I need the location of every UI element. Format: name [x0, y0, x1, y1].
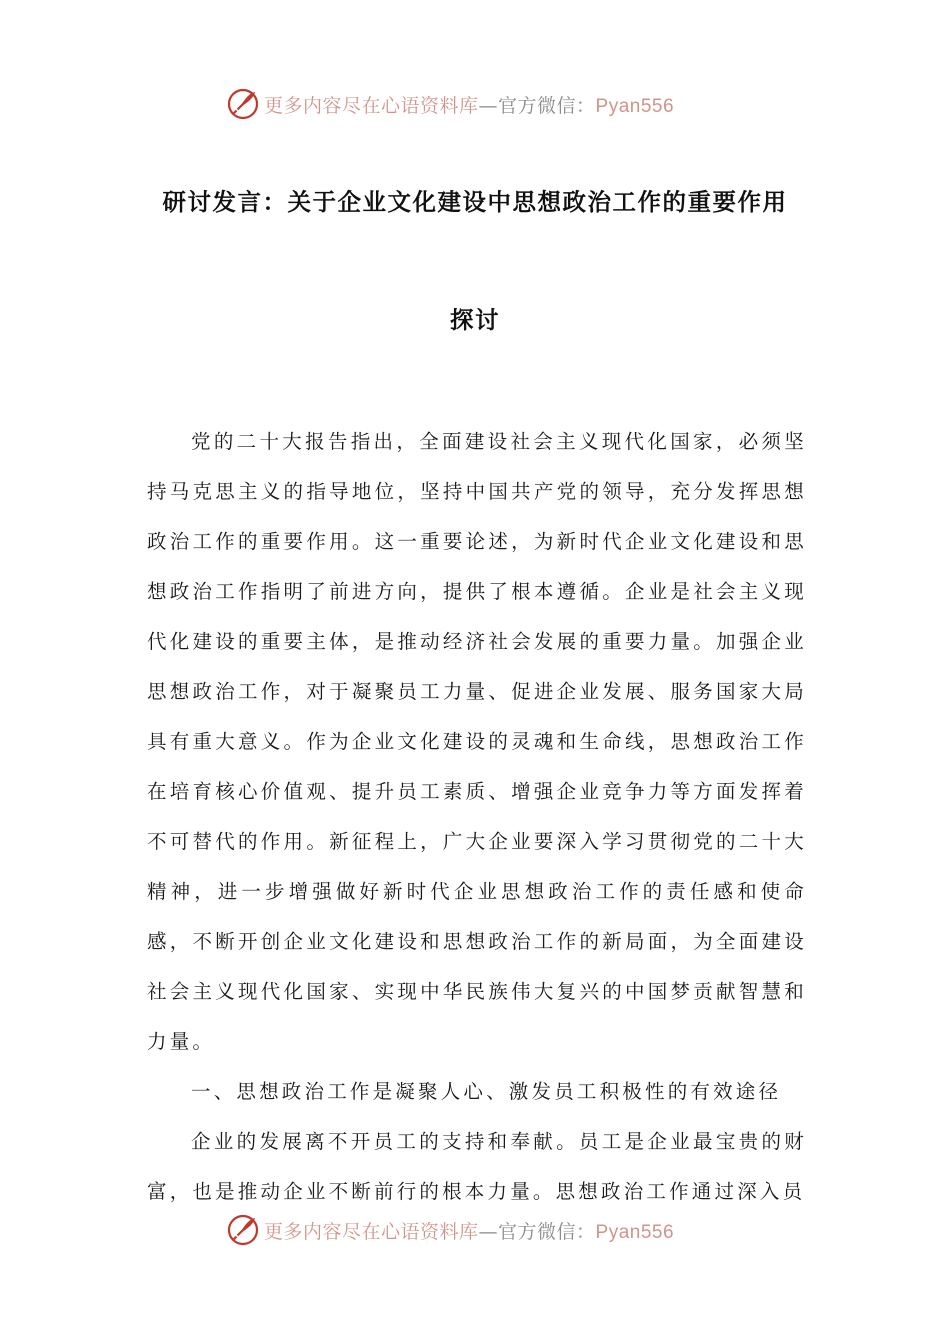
banner-wechat-label: 官方微信： — [498, 1220, 596, 1243]
paragraph-intro: 党的二十大报告指出，全面建设社会主义现代化国家，必须坚持马克思主义的指导地位，坚持中国共产党的领导，充分发挥思想政治工作的重要作用。这一重要论述，为新时代企业文化建设和思想政治工作指明了前进方向，提供了根本遵循。企业是社会主义现代化建设的重要主体，是推动经济社会发展的重要力量。加强企业思想政治工作，对于凝聚员工力量、促进企业发展、服务国家大局具有重大意义。作为企业文化建设的灵魂和生命线，思想政治工作在培育核心价值观、提升员工素质、增强企业竞争力等方面发挥着不可替代的作用。新征程上，广大企业要深入学习贯彻党的二十大精神，进一步增强做好新时代企业思想政治工作的责任感和使命感，不断开创企业文化建设和思想政治工作的新局面，为全面建设社会主义现代化国家、实现中华民族伟大复兴的中国梦贡献智慧和力量。 — [147, 430, 807, 1053]
banner-text — [264, 1217, 674, 1244]
header-banner — [0, 84, 950, 124]
banner-site-name: 更多内容尽在心语资料库 — [264, 1220, 479, 1243]
paragraph-section-1: 企业的发展离不开员工的支持和奉献。员工是企业最宝贵的财富，也是推动企业不断前行的根本力量。思想政治工作通过深入员 — [147, 1130, 807, 1203]
banner-wechat-id: Pyan556 — [595, 1221, 675, 1243]
banner-text — [264, 91, 674, 118]
document-title-line1: 研讨发言：关于企业文化建设中思想政治工作的重要作用 — [162, 188, 788, 216]
banner-dash: — — [478, 1220, 499, 1243]
banner-wechat-id: Pyan556 — [595, 95, 675, 117]
section-heading-1: 一、思想政治工作是凝聚人心、激发员工积极性的有效途径 — [191, 1080, 782, 1103]
banner-dash: — — [478, 94, 499, 117]
footer-banner-content — [226, 1210, 674, 1250]
header-banner-content — [226, 84, 674, 124]
banner-wechat-label: 官方微信： — [498, 94, 596, 117]
footer-banner — [0, 1210, 950, 1250]
document-title-line2: 探讨 — [450, 306, 500, 334]
quill-logo-icon — [226, 1213, 260, 1247]
quill-logo-icon — [226, 87, 260, 121]
banner-site-name: 更多内容尽在心语资料库 — [264, 94, 479, 117]
document-body — [147, 417, 807, 1217]
